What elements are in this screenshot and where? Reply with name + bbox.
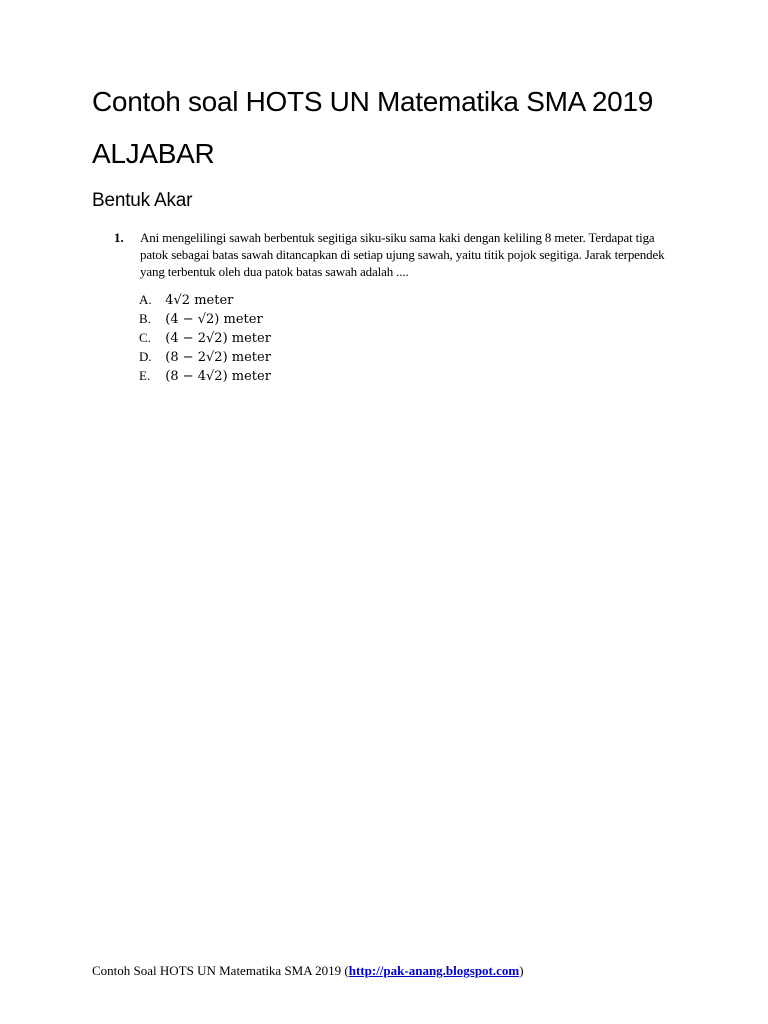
option-letter: B. <box>139 311 151 326</box>
option-text: (8 − 2√2) meter <box>165 350 271 365</box>
question-text: Ani mengelilingi sawah berbentuk segitiga siku-siku sama kaki dengan keliling 8 meter. Terdapat tiga patok sebagai batas sawah ditancapkan di setiap ujung sawah, yaitu titik pojok segitiga. Jarak terpendek yang terbentuk oleh dua patok batas sawah adalah .... <box>140 230 665 279</box>
option-a <box>139 290 271 309</box>
option-text: (4 − 2√2) meter <box>165 331 271 346</box>
option-c <box>139 328 271 347</box>
footer-link[interactable]: http://pak-anang.blogspot.com <box>348 963 520 978</box>
option-text: (8 − 4√2) meter <box>165 369 271 384</box>
footer-text-end: ) <box>519 963 524 978</box>
option-text: 4√2 meter <box>165 293 234 308</box>
page-footer <box>92 963 524 979</box>
option-text: (4 − √2) meter <box>165 312 263 327</box>
footer-text: Contoh Soal HOTS UN Matematika SMA 2019 ( <box>92 963 349 978</box>
option-e <box>139 366 271 385</box>
option-d <box>139 347 271 366</box>
section-title: ALJABAR <box>92 138 215 169</box>
subsection-title: Bentuk Akar <box>92 190 193 211</box>
option-letter: C. <box>139 330 151 345</box>
answer-options <box>139 290 271 385</box>
question-item <box>114 229 694 280</box>
option-letter: E. <box>139 368 151 383</box>
question-number: 1. <box>114 230 124 245</box>
option-b <box>139 309 271 328</box>
option-letter: D. <box>139 349 152 364</box>
page-title: Contoh soal HOTS UN Matematika SMA 2019 <box>92 86 653 117</box>
option-letter: A. <box>139 292 152 307</box>
